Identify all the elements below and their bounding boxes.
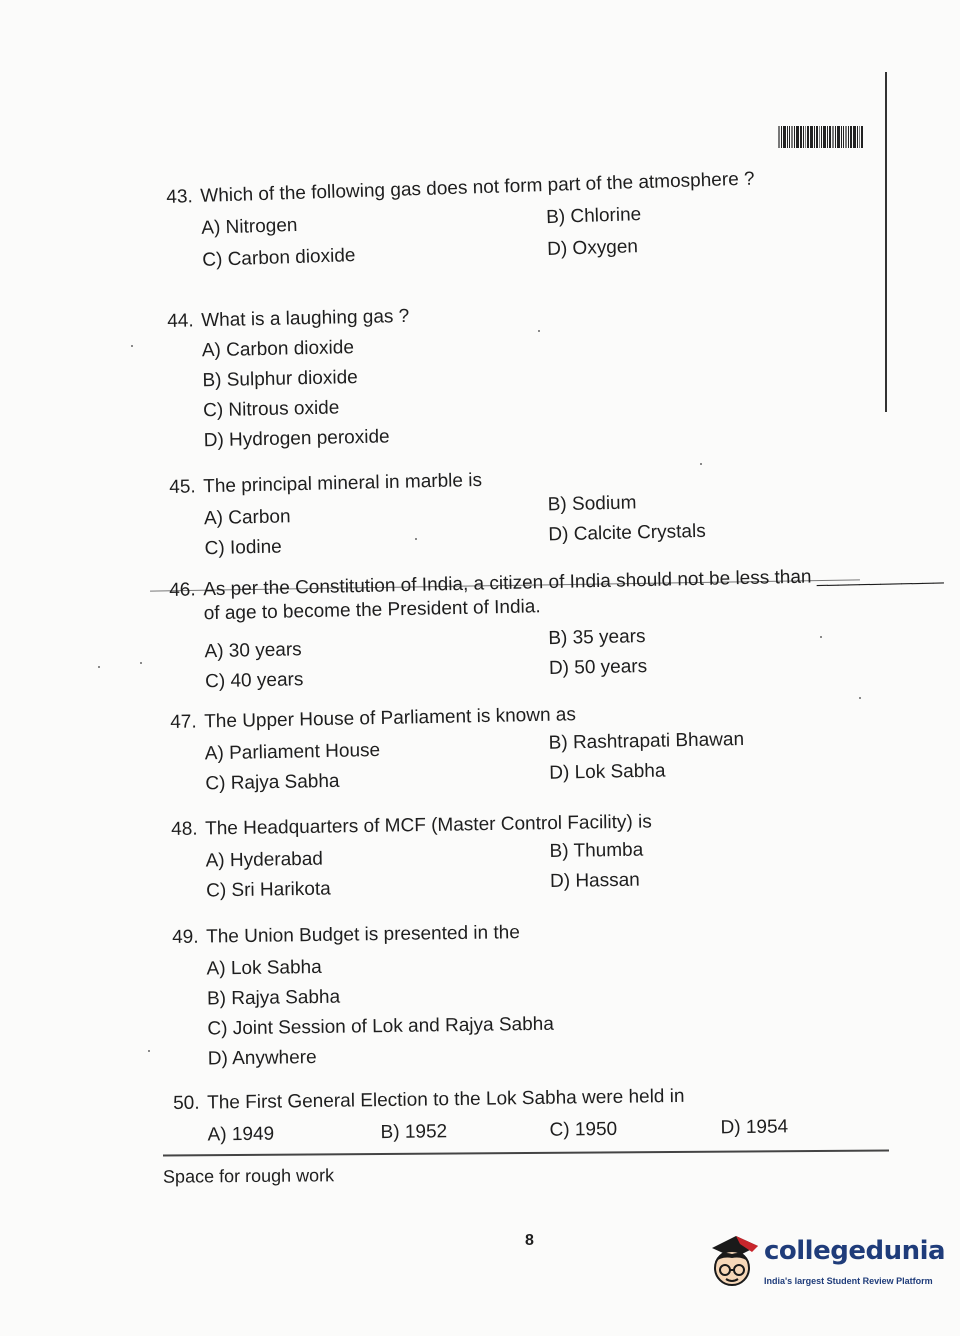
question-number: 47. <box>170 711 197 733</box>
option-b: B) Thumba <box>549 839 644 863</box>
barcode-bar <box>794 126 795 148</box>
question-text: The Headquarters of MCF (Master Control Facility) is <box>205 811 652 840</box>
barcode-bar <box>805 126 806 148</box>
option-c: C) Rajya Sabha <box>205 770 340 795</box>
option-b: B) 1952 <box>380 1121 448 1144</box>
barcode-bar <box>821 126 822 148</box>
question-48 <box>171 810 653 906</box>
barcode-bar <box>787 126 788 148</box>
option-c: C) 1950 <box>549 1118 618 1141</box>
mascot-icon <box>706 1232 760 1294</box>
question-text: The First General Election to the Lok Sabha were held in <box>207 1085 685 1114</box>
option-c: C) 40 years <box>204 669 304 693</box>
question-text-cont: of age to become the President of India. <box>203 596 541 625</box>
barcode-bar <box>783 126 786 148</box>
barcode-bar <box>807 126 809 148</box>
barcode-bar <box>835 126 836 148</box>
option-d: D) Oxygen <box>546 236 639 261</box>
barcode-bar <box>796 126 799 148</box>
option-b: B) 35 years <box>548 626 646 650</box>
barcode-bar <box>837 126 840 148</box>
barcode-bar <box>850 126 852 148</box>
question-number: 48. <box>171 818 198 840</box>
question-text: As per the Constitution of India, a citizen of India should not be less than ____________ <box>203 563 944 601</box>
option-d: D) Hassan <box>549 869 640 893</box>
rough-work-label: Space for rough work <box>162 1165 335 1187</box>
question-number: 44. <box>167 310 194 332</box>
barcode-bar <box>853 126 856 148</box>
option-a: A) 30 years <box>204 639 302 663</box>
option-d: D) Calcite Crystals <box>548 520 706 546</box>
option-d: D) Anywhere <box>207 1046 317 1070</box>
barcode-bar <box>829 126 831 148</box>
option-d: D) 50 years <box>548 656 648 680</box>
option-b: B) Rashtrapati Bhawan <box>548 728 745 754</box>
question-47 <box>170 703 745 799</box>
question-number: 43. <box>166 186 194 208</box>
option-a: A) Parliament House <box>204 739 381 765</box>
option-a: A) Lok Sabha <box>206 956 322 980</box>
barcode-bar <box>810 126 813 148</box>
option-a: A) Carbon dioxide <box>201 337 355 362</box>
barcode-bar <box>841 126 842 148</box>
barcode-bar <box>814 126 815 148</box>
question-43 <box>166 168 757 274</box>
question-number: 46. <box>169 579 196 601</box>
barcode-bar <box>859 126 860 148</box>
option-a: A) 1949 <box>207 1123 275 1146</box>
option-c: C) Sri Harikota <box>205 878 331 902</box>
question-text: The Upper House of Parliament is known as <box>204 704 577 733</box>
barcode-bar <box>800 126 802 148</box>
question-text: The principal mineral in marble is <box>203 469 483 498</box>
option-a: A) Carbon <box>203 506 291 530</box>
option-d: D) 1954 <box>720 1116 789 1139</box>
collegedunia-logo <box>706 1232 946 1294</box>
barcode-bar <box>843 126 844 148</box>
barcode-bar <box>857 126 858 148</box>
option-d: D) Lok Sabha <box>549 760 666 784</box>
page-number: 8 <box>525 1232 534 1249</box>
barcode-bar <box>845 126 847 148</box>
option-c: C) Iodine <box>204 536 282 560</box>
logo-wordmark: collegedunia <box>764 1236 946 1266</box>
logo-tagline: India's largest Student Review Platform <box>764 1276 933 1286</box>
barcode-bar <box>789 126 790 148</box>
barcode-bar <box>781 126 782 148</box>
question-50 <box>173 1085 789 1150</box>
option-c: C) Nitrous oxide <box>202 397 340 422</box>
barcode-bar <box>819 126 820 148</box>
rough-work-divider <box>163 1149 889 1156</box>
question-number: 45. <box>169 476 196 498</box>
barcode-bar <box>848 126 849 148</box>
barcode-bar <box>823 126 826 148</box>
question-number: 50. <box>173 1092 200 1114</box>
barcode-bar <box>861 126 863 148</box>
question-46 <box>169 563 946 691</box>
barcode <box>778 126 882 148</box>
margin-rule <box>885 72 887 412</box>
barcode-bar <box>803 126 804 148</box>
question-number: 49. <box>172 926 199 948</box>
option-c: C) Carbon dioxide <box>202 245 356 271</box>
option-b: B) Sulphur dioxide <box>202 367 358 392</box>
option-d: D) Hydrogen peroxide <box>203 426 390 452</box>
question-45 <box>169 469 706 564</box>
barcode-bar <box>827 126 828 148</box>
option-b: B) Chlorine <box>545 204 642 229</box>
barcode-bar <box>778 126 780 148</box>
barcode-bar <box>816 126 818 148</box>
barcode-bar <box>832 126 834 148</box>
option-a: A) Nitrogen <box>201 214 298 239</box>
option-b: B) Rajya Sabha <box>206 986 341 1010</box>
question-44 <box>167 305 412 454</box>
barcode-bar <box>791 126 793 148</box>
option-c: C) Joint Session of Lok and Rajya Sabha <box>207 1013 554 1040</box>
option-b: B) Sodium <box>547 492 637 516</box>
question-text: Which of the following gas does not form part of the atmosphere ? <box>200 168 755 207</box>
question-text: What is a laughing gas ? <box>201 305 410 332</box>
question-49 <box>172 921 554 1072</box>
question-text: The Union Budget is presented in the <box>206 922 520 948</box>
option-a: A) Hyderabad <box>205 848 324 872</box>
